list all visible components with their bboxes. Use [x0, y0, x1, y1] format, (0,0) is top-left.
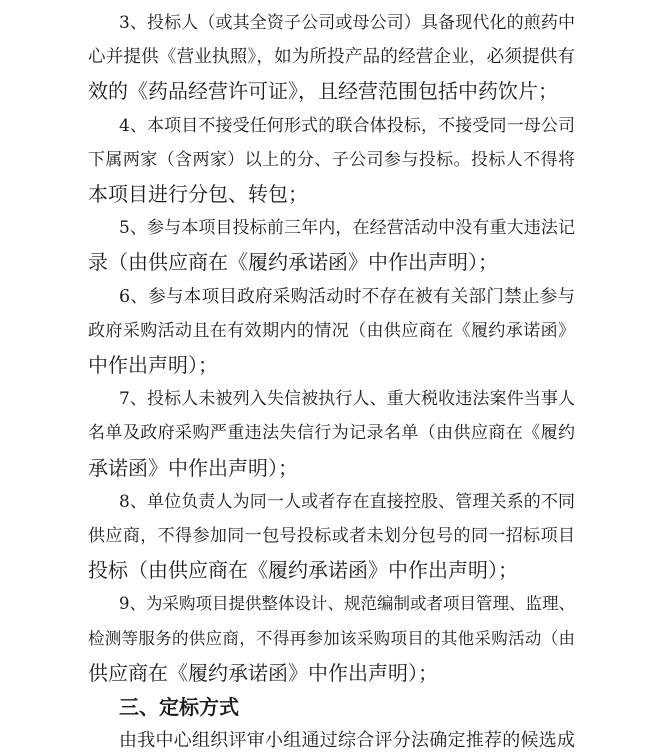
paragraph-3-line: 效的《药品经营许可证》，且经营范围包括中药饮片；	[88, 79, 558, 104]
paragraph-9-line: 检测等服务的供应商，不得再参加该采购项目的其他采购活动（由	[88, 628, 575, 648]
section-heading: 三、定标方式	[119, 695, 239, 719]
paragraph-7-line: 7、投标人未被列入失信被执行人、重大税收违法案件当事人	[119, 389, 575, 410]
paragraph-3-line: 心并提供《营业执照》，如为所投产品的经营企业，必须提供有	[88, 47, 575, 68]
paragraph-8-line: 供应商，不得参加同一包号投标或者未划分包号的同一招标项目	[88, 526, 575, 546]
paragraph-4-line: 下属两家（含两家）以上的分、子公司参与投标。投标人不得将	[88, 149, 575, 170]
paragraph-3-line: 3、投标人（或其全资子公司或母公司）具备现代化的煎药中	[119, 13, 575, 33]
paragraph-5-line: 录（由供应商在《履约承诺函》中作出声明）；	[88, 250, 498, 275]
paragraph-6-line: 6、参与本项目政府采购活动时不存在被有关部门禁止参与	[119, 286, 575, 307]
paragraph-4-line: 本项目进行分包、转包；	[88, 182, 308, 206]
paragraph-4-line: 4、本项目不接受任何形式的联合体投标，不接受同一母公司	[119, 115, 575, 136]
final-paragraph-line: 由我中心组织评审小组通过综合评分法确定推荐的候选成	[119, 730, 575, 752]
paragraph-8-line: 8、单位负责人为同一人或者存在直接控股、管理关系的不同	[119, 491, 575, 512]
paragraph-7-line: 名单及政府采购严重违法失信行为记录名单（由供应商在《履约	[88, 423, 575, 444]
paragraph-7-line: 承诺函》中作出声明）；	[88, 455, 298, 480]
paragraph-9-line: 供应商在《履约承诺函》中作出声明）；	[88, 660, 438, 685]
paragraph-6-line: 中作出声明）；	[88, 353, 218, 377]
paragraph-8-line: 投标（由供应商在《履约承诺函》中作出声明）；	[88, 558, 518, 583]
paragraph-6-line: 政府采购活动且在有效期内的情况（由供应商在《履约承诺函》	[88, 320, 575, 341]
paragraph-9-line: 9、为采购项目提供整体设计、规范编制或者项目管理、监理、	[119, 594, 575, 614]
paragraph-5-line: 5、参与本项目投标前三年内，在经营活动中没有重大违法记	[119, 218, 575, 239]
